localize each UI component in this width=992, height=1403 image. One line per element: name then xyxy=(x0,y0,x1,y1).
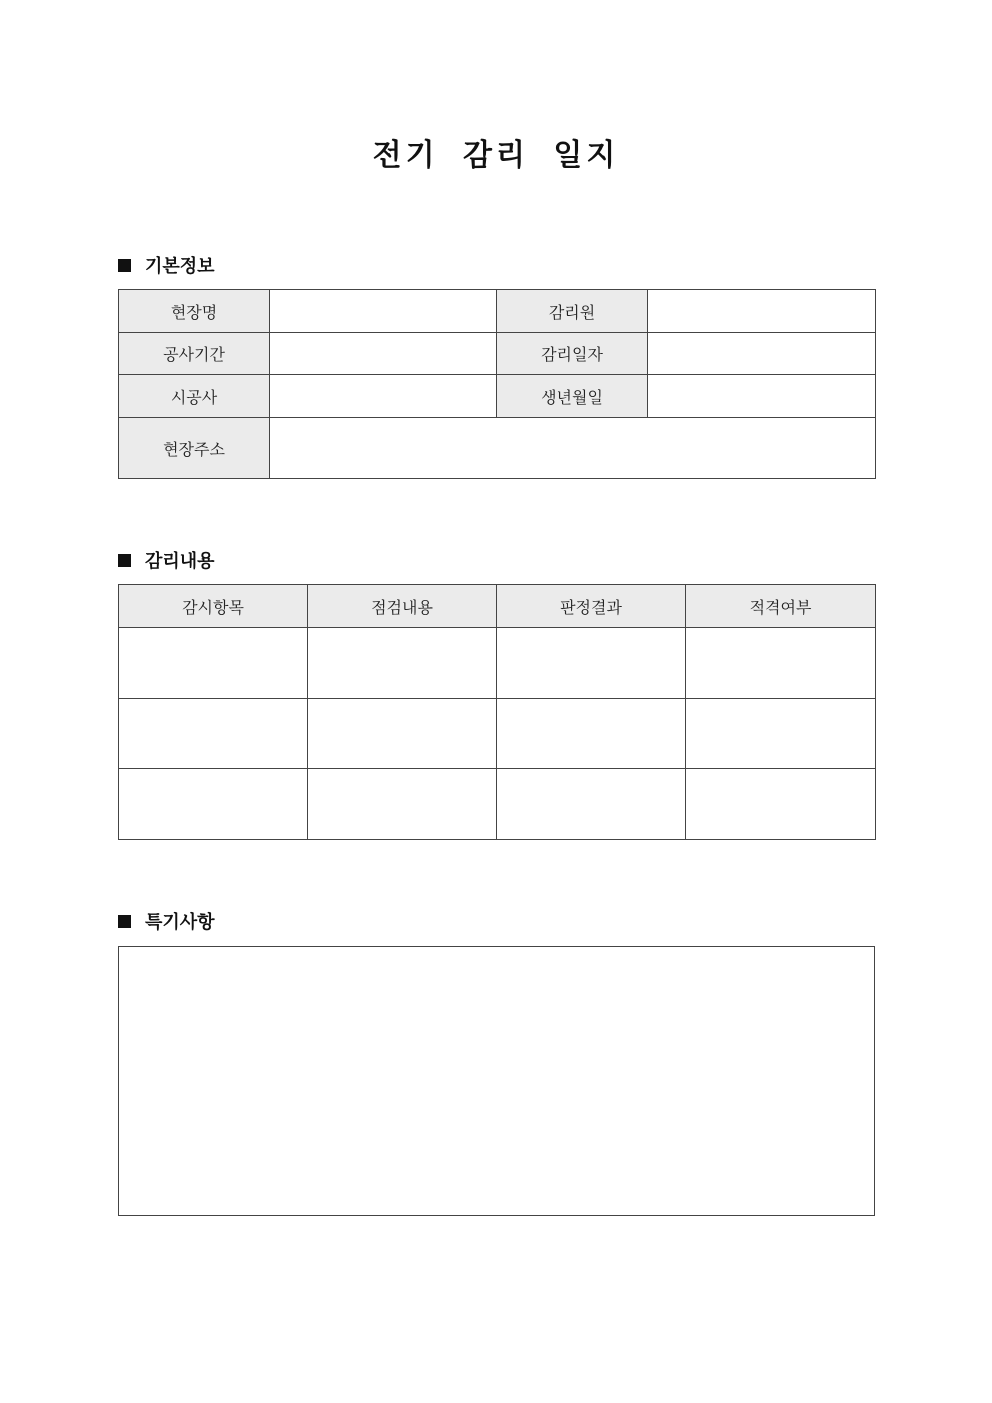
section-heading-remarks xyxy=(118,908,215,934)
table-row xyxy=(119,699,876,769)
table-row xyxy=(119,628,876,699)
document-title: 전기 감리 일지 xyxy=(372,138,620,173)
inspection-table xyxy=(118,584,876,840)
table-cell[interactable] xyxy=(497,769,686,840)
inspection-date-field[interactable] xyxy=(648,333,876,375)
site-name-field[interactable] xyxy=(270,290,497,333)
table-cell[interactable] xyxy=(308,628,497,699)
site-name-label: 현장명 xyxy=(119,290,270,333)
supervisor-label: 감리원 xyxy=(497,290,648,333)
table-cell[interactable] xyxy=(119,769,308,840)
inspection-date-label: 감리일자 xyxy=(497,333,648,375)
section-title: 기본정보 xyxy=(145,256,215,277)
table-cell[interactable] xyxy=(497,628,686,699)
column-header-judgment-result: 판정결과 xyxy=(497,585,686,628)
black-square-icon xyxy=(118,915,131,928)
construction-period-label: 공사기간 xyxy=(119,333,270,375)
section-heading-inspection xyxy=(118,547,215,573)
table-header-row xyxy=(119,585,876,628)
construction-period-field[interactable] xyxy=(270,333,497,375)
table-cell[interactable] xyxy=(686,628,876,699)
column-header-check-content: 점검내용 xyxy=(308,585,497,628)
contractor-label: 시공사 xyxy=(119,375,270,418)
contractor-field[interactable] xyxy=(270,375,497,418)
column-header-monitoring-item: 감시항목 xyxy=(119,585,308,628)
table-row xyxy=(119,375,876,418)
site-address-field[interactable] xyxy=(270,418,876,479)
table-row xyxy=(119,333,876,375)
section-title: 특기사항 xyxy=(145,912,215,933)
black-square-icon xyxy=(118,554,131,567)
site-address-label: 현장주소 xyxy=(119,418,270,479)
section-title: 감리내용 xyxy=(145,551,215,572)
black-square-icon xyxy=(118,259,131,272)
birth-date-field[interactable] xyxy=(648,375,876,418)
remarks-field[interactable] xyxy=(118,946,875,1216)
table-cell[interactable] xyxy=(686,769,876,840)
table-row xyxy=(119,290,876,333)
table-cell[interactable] xyxy=(686,699,876,769)
table-cell[interactable] xyxy=(308,769,497,840)
birth-date-label: 생년월일 xyxy=(497,375,648,418)
table-row xyxy=(119,769,876,840)
table-cell[interactable] xyxy=(119,699,308,769)
supervisor-field[interactable] xyxy=(648,290,876,333)
table-cell[interactable] xyxy=(119,628,308,699)
basic-info-table xyxy=(118,289,876,479)
table-row xyxy=(119,418,876,479)
column-header-suitability: 적격여부 xyxy=(686,585,876,628)
section-heading-basic-info xyxy=(118,252,215,278)
table-cell[interactable] xyxy=(308,699,497,769)
table-cell[interactable] xyxy=(497,699,686,769)
